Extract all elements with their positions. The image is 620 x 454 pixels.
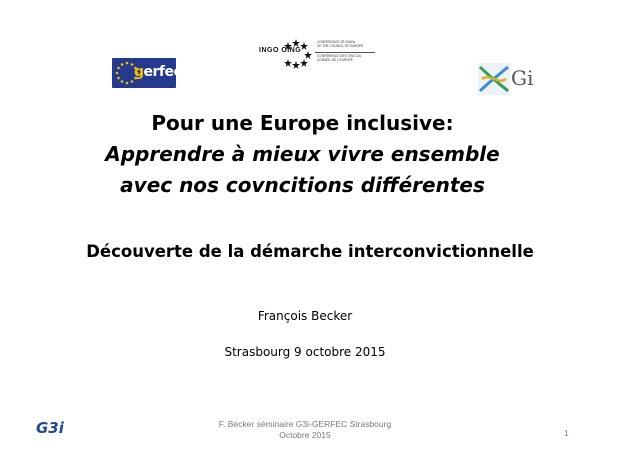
footer-g3i-logo: G3i bbox=[36, 419, 64, 437]
author-name: François Becker bbox=[257, 309, 353, 323]
gerfec-logo bbox=[112, 58, 182, 88]
title-line-2: Apprendre à mieux vivre ensemble bbox=[105, 142, 500, 166]
ingo-caption-en: CONFERENCE OF INGOs OF THE COUNCIL OF EUROPE bbox=[317, 40, 364, 48]
gerfec-logo-text: gerfec bbox=[134, 64, 182, 80]
g3i-emblem-icon bbox=[478, 63, 510, 95]
ingo-caption-fr: CONFÉRENCE DES OING DU CONSEIL DE L'EUROPE bbox=[317, 54, 362, 62]
ingo-logo-text: INGO OING bbox=[259, 47, 302, 54]
g3i-logo-text: Gi bbox=[511, 66, 534, 90]
ingo-logo bbox=[253, 38, 377, 70]
footer-line-2: Octobre 2015 bbox=[279, 430, 331, 440]
slide-title bbox=[0, 108, 605, 201]
place-and-date: Strasbourg 9 octobre 2015 bbox=[224, 345, 386, 359]
ingo-divider bbox=[315, 52, 375, 53]
footer-text bbox=[180, 419, 430, 441]
title-line-3: avec nos covncitions différentes bbox=[120, 173, 485, 197]
slide-number: 1 bbox=[564, 428, 569, 438]
title-line-1: Pour une Europe inclusive: bbox=[151, 111, 454, 135]
g3i-logo bbox=[478, 63, 536, 95]
footer-line-1: F. Becker séminaire G3i-GERFEC Strasbourg bbox=[218, 419, 392, 429]
slide-subtitle: Découverte de la démarche interconvictionnelle bbox=[86, 242, 534, 261]
